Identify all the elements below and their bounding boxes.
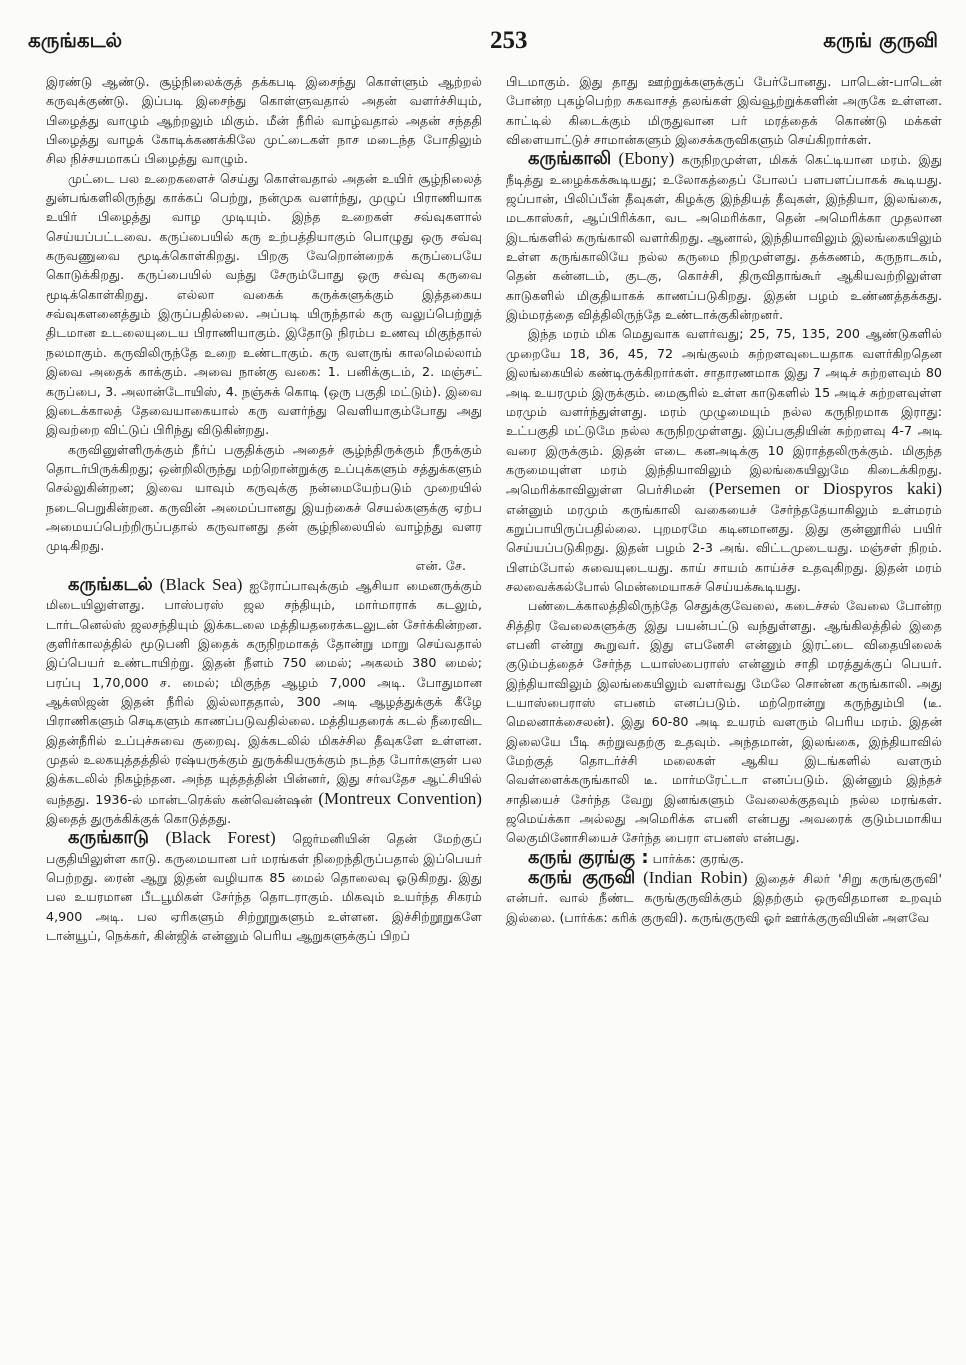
headword-english: (Black Forest) <box>165 828 276 848</box>
entry-text: கருநிறமுள்ள, மிகக் கெட்டியான மரம். இது நீடித்து உழைக்கக்கூடியது; உலோகத்தைப் போலப் பளபளப்பாகக் கூடியது. ஜப்பான், பிலிப்பீன் தீவுகள், கிழக்கு இந்தியத் தீவுகள், இந்தியா, இலங்கை, மடகாஸ்கர், ஆப்பிரிக்கா, வட அமெரிக்கா, தென் அமெரிக்கா முதலான இடங்களில் கருங்காலி வளர்கிறது. ஆனால், இந்தியாவிலும் இலங்கையிலும் உள்ள கருங்காலியே நல்ல கருமை நிறமுள்ளது. தக்கணம், கருநாடகம், தென் கன்னடம், குடகு, கொச்சி, திருவிதாங்கூர் ஆகியவற்றிலுள்ள காடுகளில் மிகுதியாகக் காணப்படுகிறது. இதன் பழம் உண்ணத்தக்கது. இம்மரத்தை வித்திலிருந்தே உண்டாக்குகின்றனர். <box>506 152 942 323</box>
running-head-left: கருங்கடல் <box>28 27 123 52</box>
paragraph: பண்டைக்காலத்திலிருந்தே செதுக்குவேலை, கடைச்சல் வேலை போன்ற சித்திர வேலைகளுக்கு இது பயன்பட்டு வந்துள்ளது. ஆங்கிலத்தில் இதை எபனி என்று கூறுவர். இது எபனேசி என்னும் இரட்டை விதையிலைக் குடும்பத்தைச் சேர்ந்த டயாஸ்பைராஸ் என்னும் சாதி மரத்துக்குப் பெயர். இந்தியாவிலும் இலங்கையிலும் வளர்வது மேலே சொன்ன கருங்காலி. அது டயாஸ்பைராஸ் எபனம் எனப்படும். மற்றொன்று கருந்தும்பி (டீ. மெலனாக்சைலன்). இது 60-80 அடி உயரம் வளரும் பெரிய மரம். இதன் இலையே பீடி சுற்றுவதற்கு உதவும். அந்தமான், இலங்கை, இந்தியாவில் மேற்குத் தொடர்ச்சி மலைகள் ஆகிய இடங்களில் வளரும் வெள்ளைக்கருங்காலி டீ. மார்மரேட்டா எனப்படும். இன்னும் இந்தச் சாதியைச் சேர்ந்த வேறு இனங்களும் வேலைக்குதவும் நல்ல மரங்கள். ஜமெய்க்கா அல்லது அமெரிக்க எபனி என்பது அவரைக் குடும்பமாகிய லெகுமினோசியைச் சேர்ந்த பைரா எபனஸ் என்பது. <box>506 598 942 846</box>
entry-black-forest <box>46 828 482 945</box>
running-head-right: கருங் குருவி <box>823 27 938 52</box>
entry-black-monkey <box>506 848 942 868</box>
paragraph: பிடமாகும். இது தாது ஊற்றுக்களுக்குப் பேர்போனது. பாடென்-பாடென் போன்ற புகழ்பெற்ற சுகவாசத் தலங்கள் இவ்வூற்றுக்களின் அருகே உள்ளன. காட்டில் கிடைக்கும் மிருதுவான பர் மரத்தைக் கொண்டு மக்கள் விளையாட்டுச் சாமான்களும் இசைக்கருவிகளும் செய்கிறார்கள். <box>506 74 942 148</box>
running-head <box>28 26 938 56</box>
right-column <box>506 72 942 945</box>
paragraph: முட்டை பல உறைகளைச் செய்து கொள்வதால் அதன் உயிர் சூழ்நிலைத் துன்பங்களிலிருந்து காக்கப் பெற்று, நன்முக வளர்ந்து, முழுப் பிராணியாக உயிர் பிழைத்து வாழ முடியும். இந்த உறைகள் சவ்வுகளால் செய்யப்பட்டவை. கருப்பையில் கரு உற்பத்தியாகும் பொழுது ஒரு சவ்வு கருவணுவை மூடிக்கொள்கிறது. பிறகு வேறொன்றைக் கருப்பையே கொடுக்கிறது. கருப்பையில் வந்து சேரும்போது ஒரு சவ்வு கருவை மூடிக்கொள்கிறது. எல்லா வகைக் கருக்களுக்கும் இத்தகைய சவ்வுகளனைத்தும் இருப்பதில்லை. அப்படி யிருந்தால் கரு வலுப்பெற்றுத் திடமான உடலையுடைய பிராணியாகும். இதோடு நிரம்ப உணவு மிகுந்தால் நலமாகும். கருவிலிருந்தே உறை உண்டாகும். கரு வளருங் காலமெல்லாம் இவை அதைக் காக்கும். அவை நான்கு வகை: 1. பனிக்குடம், 2. மஞ்சட் கருப்பை, 3. அலான்டோயிஸ், 4. நஞ்சுக் கொடி (ஒரு பகுதி மட்டும்). இவை இடைக்காலத் தேவையாகையால் கரு வளர்ந்து வெளியாகும்போது அது இவற்றை விட்டுப் பிரிந்து விடுகின்றது. <box>46 170 482 438</box>
english-term: (Persemen or Diospyros kaki) <box>708 479 942 499</box>
headword: கருங்காடு <box>68 827 149 849</box>
entry-text: ஐரோப்பாவுக்கும் ஆசியா மைனருக்கும் மிடையிலுள்ளது. பாஸ்பரஸ் ஜல சந்தியும், மார்மாராக் கடலும், டார்டனெல்ஸ் ஜலசந்தியும் இக்கடலை மத்தியதரைக்கடலுடன் சேர்க்கின்றன. குளிர்காலத்தில் மூடுபனி இதைக் கருநிறமாகத் தோன்று மாறு செய்வதால் இப்பெயர் உண்டாயிற்று. இதன் நீளம் 750 மைல்; அகலம் 380 மைல்; பரப்பு 1,70,000 ச. மைல்; மிகுந்த ஆழம் 7,000 அடி. போதுமான ஆக்ஸிஜன் இதன் நீரில் இல்லாததால், 300 அடி ஆழத்துக்குக் கீழே பிராணிகளும் செடிகளும் காணப்படுவதில்லை. மத்தியதரைக் கடல் நீரைவிட இதன்நீரில் உப்புச்சுவை குறைவு. இக்கடலில் மிகச்சில தீவுகளே உள்ளன. முதல் உலகயுத்தத்தில் ரஷ்யருக்கும் துருக்கியருக்கும் நடந்த போர்களுள் பல இக்கடலில் நிகழ்ந்தன. அந்த யுத்தத்தின் பின்னர், இது சர்வதேச ஆட்சியில் வந்தது. 1936-ல் மான்டரெக்ஸ் கன்வென்ஷன் <box>46 577 482 807</box>
paragraph <box>506 324 942 596</box>
entry-black-sea <box>46 575 482 828</box>
paragraph <box>46 440 482 575</box>
headword-english: (Black Sea) <box>159 574 243 594</box>
english-term: (Montreux Convention) <box>318 788 482 808</box>
headword: கருங் குருவி <box>528 867 636 889</box>
entry-text: இதைத் துருக்கிக்குக் கொடுத்தது. <box>46 811 232 827</box>
author-signature: என். சே. <box>415 557 466 573</box>
page-number: 253 <box>490 27 528 54</box>
paragraph-text: கருவினுள்ளிருக்கும் நீர்ப் பகுதிக்கும் அதைச் சூழ்ந்திருக்கும் நீருக்கும் தொடர்பிருக்கிறது; ஒன்றிலிருந்து மற்றொன்றுக்கு உப்புக்களும் சத்துக்களும் செல்லுகின்றன; இவை யாவும் கருவுக்கு நன்மையேற்படும் முறையில் நடைபெறுகின்றன. கருவின் அமைப்பானது இயற்கைச் செயல்களுக்கு ஏற்ப அமையப்பெற்றிருப்பதால் கருவானது தன் சூழ்நிலையில் வாழ்ந்து வளர முடிகிறது. <box>46 441 482 554</box>
text-columns <box>46 72 942 945</box>
headword-english: (Ebony) <box>618 149 675 169</box>
entry-text: ஜெர்மனியின் தென் மேற்குப் பகுதியிலுள்ள காடு. கருமையான பர் மரங்கள் நிறைந்திருப்பதால் இப்பெயர் பெற்றது. ரைன் ஆறு இதன் வழியாக 85 மைல் தொலைவு ஓடுகிறது. இது பல உயரமான பீடபூமிகள் சேர்ந்த தொடராகும். மிகவும் உயர்ந்த சிகரம் 4,900 அடி. பல ஏரிகளும் சிற்றூறுகளும் உள்ளன. இச்சிற்றூறுகளே டான்யூப், நெக்கர், கின்ஜிக் என்னும் பெரிய ஆறுகளுக்குப் பிறப் <box>46 831 482 944</box>
entry-text: இதைச் சிலர் 'சிறு கருங்குருவி' என்பர். வால் நீண்ட கருங்குருவிக்கும் இதற்கும் ஒருவிதமான உறவும் இல்லை. (பார்க்க: கரிக் குருவி). கருங்குருவி ஓர் ஊர்க்குருவியின் அளவே <box>506 871 942 925</box>
headword: கருங் குரங்கு : <box>528 846 649 868</box>
headword: கருங்கடல் <box>68 573 153 595</box>
paragraph-text: என்னும் மரமும் கருங்காலி வகையைச் சேர்ந்ததேயாகிலும் உள்மரம் கறுப்பாயிருப்பதில்லை. புறமரமே கடினமானது. இது குன்னூரில் பயிர் செய்யப்படுகிறது. இதன் பழம் 2-3 அங். விட்டமுடையது. மஞ்சள் நிறம். பிளம்போல் சுவையுடையது. காய் சாயம் காய்ச்ச உதவுகிறது. இதன் மரம் சலவைக்கல்போல் மென்மையாகச் செய்யக்கூடியது. <box>506 501 942 594</box>
cross-reference: பார்க்க: குரங்கு. <box>652 850 744 866</box>
paragraph: இரண்டு ஆண்டு. சூழ்நிலைக்குத் தக்கபடி இசைந்து கொள்ளும் ஆற்றல் கருவுக்குண்டு. இப்படி இசைந்து கொள்ளுவதால் அதன் வளர்ச்சியும், பிழைத்து வாழும் ஆற்றலும் மிகும். மீன் நீரில் வாழ்வதால் அதன் சந்ததி பிழைத்து வாழக் கோடிக்கணக்கிலே முட்டைகள் நாச மடைந்த போதிலும் சில நிச்சயமாகப் பிழைத்து வாழும். <box>46 74 482 167</box>
left-column <box>46 72 482 945</box>
headword-english: (Indian Robin) <box>643 868 748 888</box>
entry-indian-robin <box>506 868 942 927</box>
headword: கருங்காலி <box>528 148 612 170</box>
entry-ebony <box>506 149 942 324</box>
paragraph-text: இந்த மரம் மிக மெதுவாக வளர்வது; 25, 75, 135, 200 ஆண்டுகளில் முறையே 18, 36, 45, 72 அங்குலம் சுற்றளவுடையதாக வளர்கிறதென இலங்கையில் கண்டிருக்கிறார்கள். சாதாரணமாக இது 7 அடிச் சுற்றளவும் 80 அடி உயரமும் இருக்கும். மைசூரில் உள்ள காடுகளில் 15 அடிச் சுற்றளவுள்ள மரமும் வளர்ந்துள்ளது. மரம் முழுமையும் நல்ல கருநிறமாக இராது: உட்பகுதி மட்டுமே நல்ல கருநிறமுள்ளது. இப்பகுதியின் சுற்றளவு 4-7 அடி வரை இருக்கும். இதன் எடை கனஅடிக்கு 10 இராத்தலிருக்கும். மிகுந்த கருமையுள்ள மரம் இந்தியாவிலும் இலங்கையிலுமே கிடைக்கிறது. அமெரிக்காவிலுள்ள பெர்சிமன் <box>506 326 942 498</box>
